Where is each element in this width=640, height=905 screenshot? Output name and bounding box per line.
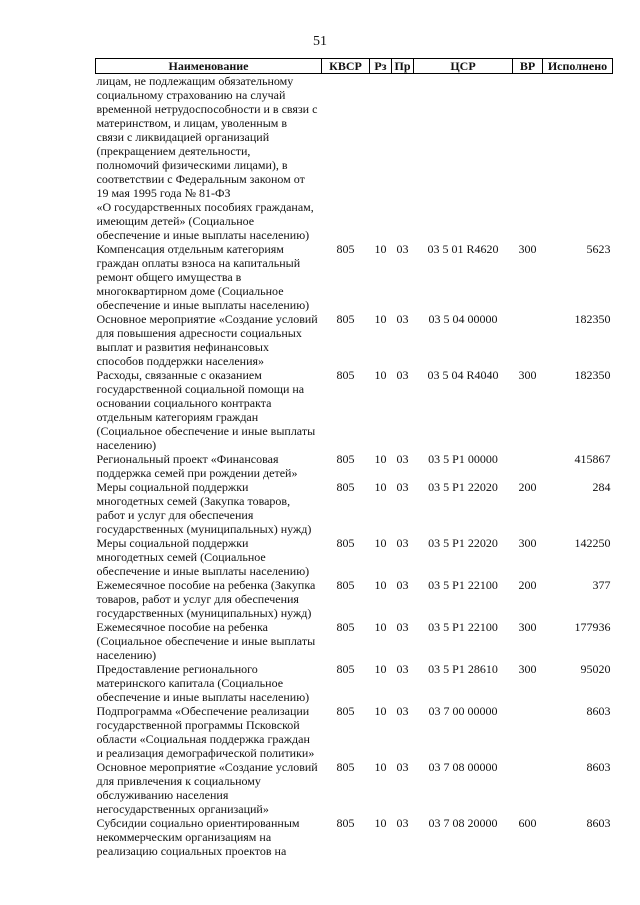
cell-pr: 03: [396, 452, 409, 466]
cell-rz: 10: [374, 242, 387, 256]
cell-csr: 03 5 01 R4620: [427, 242, 499, 256]
table-body: [96, 74, 613, 859]
cell-rz: 10: [374, 536, 387, 550]
cell-kvsr: 805: [336, 662, 355, 676]
cell-kvsr: 805: [336, 760, 355, 774]
cell-vr: 300: [518, 242, 537, 256]
cell-vr: [513, 312, 543, 368]
cell-vr: 300: [518, 368, 537, 382]
table-row: [96, 704, 613, 760]
cell-vr: [513, 452, 543, 480]
cell-name: Расходы, связанные с оказанием государственной социальной помощи на основании социального контракта отдельным категориям граждан (Социальное обеспечение и иные выплаты населению): [96, 368, 316, 452]
cell-sum: 182350: [574, 312, 611, 326]
cell-rz: 10: [374, 452, 387, 466]
cell-kvsr: 805: [336, 578, 355, 592]
cell-kvsr: 805: [336, 536, 355, 550]
cell-rz: 10: [374, 578, 387, 592]
table-row: [96, 816, 613, 858]
cell-kvsr: 805: [336, 480, 355, 494]
cell-sum: 8603: [586, 704, 611, 718]
cell-kvsr: 805: [336, 620, 355, 634]
cell-name: Меры социальной поддержки многодетных семей (Закупка товаров, работ и услуг для обеспечения государственных (муниципальных) нужд): [96, 480, 312, 536]
cell-kvsr: 805: [336, 368, 355, 382]
cell-kvsr: 805: [336, 704, 355, 718]
cell-vr: 200: [518, 480, 537, 494]
header-sum: Исполнено: [543, 59, 613, 74]
cell-rz: [370, 74, 392, 243]
cell-vr: 600: [518, 816, 537, 830]
cell-pr: 03: [396, 620, 409, 634]
budget-table: [95, 58, 613, 858]
cell-name: Субсидии социально ориентированным некоммерческим организациям на реализацию социальных проектов на: [96, 816, 300, 858]
cell-csr: 03 5 P1 22020: [428, 480, 498, 494]
table-row: [96, 452, 613, 480]
page-number: 51: [313, 34, 327, 49]
cell-sum: 142250: [574, 536, 611, 550]
table-row: [96, 312, 613, 368]
cell-kvsr: 805: [336, 312, 355, 326]
cell-pr: 03: [396, 368, 409, 382]
cell-sum: 284: [592, 480, 611, 494]
cell-kvsr: [322, 74, 370, 243]
cell-rz: 10: [374, 760, 387, 774]
header-vr: ВР: [513, 59, 543, 74]
cell-csr: 03 7 08 00000: [428, 760, 498, 774]
cell-pr: 03: [396, 480, 409, 494]
cell-vr: 200: [518, 578, 537, 592]
cell-name: Компенсация отдельным категориям граждан оплаты взноса на капитальный ремонт общего имущества в многоквартирном доме (Социальное обеспечение и иные выплаты населению): [96, 242, 310, 312]
cell-rz: 10: [374, 620, 387, 634]
cell-csr: 03 5 04 R4040: [427, 368, 499, 382]
cell-name: Основное мероприятие «Создание условий для привлечения к социальному обслуживанию населения негосударственных организаций»: [96, 760, 318, 816]
header-kvsr: КВСР: [322, 59, 370, 74]
cell-name: Основное мероприятие «Создание условий для повышения адресности социальных выплат и развития нефинансовых способов поддержки населения»: [96, 312, 318, 368]
cell-csr: [414, 74, 513, 243]
cell-name: Ежемесячное пособие на ребенка (Социальное обеспечение и иные выплаты населению): [96, 620, 316, 662]
cell-csr: 03 5 P1 22100: [428, 578, 498, 592]
table-row: [96, 480, 613, 536]
cell-name: Ежемесячное пособие на ребенка (Закупка товаров, работ и услуг для обеспечения государственных (муниципальных) нужд): [96, 578, 316, 620]
cell-vr: [513, 74, 543, 243]
cell-vr: 300: [518, 620, 537, 634]
cell-pr: 03: [396, 312, 409, 326]
table-row: [96, 578, 613, 620]
cell-pr: 03: [396, 760, 409, 774]
cell-csr: 03 5 P1 00000: [428, 452, 498, 466]
table-row: [96, 368, 613, 452]
cell-sum: 8603: [586, 816, 611, 830]
cell-pr: 03: [396, 536, 409, 550]
cell-sum: 95020: [580, 662, 611, 676]
cell-pr: 03: [396, 242, 409, 256]
cell-rz: 10: [374, 480, 387, 494]
cell-sum: 177936: [574, 620, 611, 634]
cell-csr: 03 5 P1 22020: [428, 536, 498, 550]
cell-pr: 03: [396, 704, 409, 718]
cell-csr: 03 7 00 00000: [428, 704, 498, 718]
cell-name: Региональный проект «Финансовая поддержка семей при рождении детей»: [96, 452, 298, 480]
cell-name: Меры социальной поддержки многодетных семей (Социальное обеспечение и иные выплаты населению): [96, 536, 310, 578]
cell-sum: 8603: [586, 760, 611, 774]
header-csr: ЦСР: [414, 59, 513, 74]
cell-sum: 5623: [586, 242, 611, 256]
cell-pr: 03: [396, 578, 409, 592]
cell-vr: [513, 760, 543, 816]
table-row: [96, 662, 613, 704]
cell-name: лицам, не подлежащим обязательному социальному страхованию на случай временной нетрудоспособности и в связи с материнством, и лицам, уволенным в связи с ликвидацией организаций (прекращением деятельности, полномочий физическими лицами), в соответствии с Федеральным законом от 19 мая 1995 года № 81-ФЗ «О государственных пособиях гражданам, имеющим детей» (Социальное обеспечение и иные выплаты населению): [96, 74, 318, 242]
cell-csr: 03 5 P1 28610: [428, 662, 498, 676]
cell-sum: 415867: [574, 452, 611, 466]
cell-csr: 03 7 08 20000: [428, 816, 498, 830]
cell-rz: 10: [374, 312, 387, 326]
table-row: [96, 760, 613, 816]
cell-name: Подпрограмма «Обеспечение реализации государственной программы Псковской области «Социальная поддержка граждан и реализация демографической политики»: [96, 704, 315, 760]
cell-kvsr: 805: [336, 452, 355, 466]
cell-csr: 03 5 04 00000: [428, 312, 498, 326]
cell-rz: 10: [374, 816, 387, 830]
header-rz: Рз: [370, 59, 392, 74]
table-row: [96, 536, 613, 578]
cell-rz: 10: [374, 368, 387, 382]
header-pr: Пр: [392, 59, 414, 74]
cell-pr: 03: [396, 662, 409, 676]
cell-kvsr: 805: [336, 816, 355, 830]
cell-name: Предоставление регионального материнского капитала (Социальное обеспечение и иные выплаты населению): [96, 662, 310, 704]
cell-sum: 377: [592, 578, 611, 592]
cell-sum: 182350: [574, 368, 611, 382]
cell-vr: 300: [518, 536, 537, 550]
cell-rz: 10: [374, 662, 387, 676]
cell-csr: 03 5 P1 22100: [428, 620, 498, 634]
cell-vr: [513, 704, 543, 760]
table-row: [96, 620, 613, 662]
header-name: Наименование: [96, 59, 322, 74]
table-row: [96, 242, 613, 312]
cell-kvsr: 805: [336, 242, 355, 256]
cell-sum: [543, 74, 613, 243]
cell-vr: 300: [518, 662, 537, 676]
cell-rz: 10: [374, 704, 387, 718]
cell-pr: 03: [396, 816, 409, 830]
cell-pr: [392, 74, 414, 243]
table-row: [96, 74, 613, 243]
table-header: [96, 59, 613, 74]
